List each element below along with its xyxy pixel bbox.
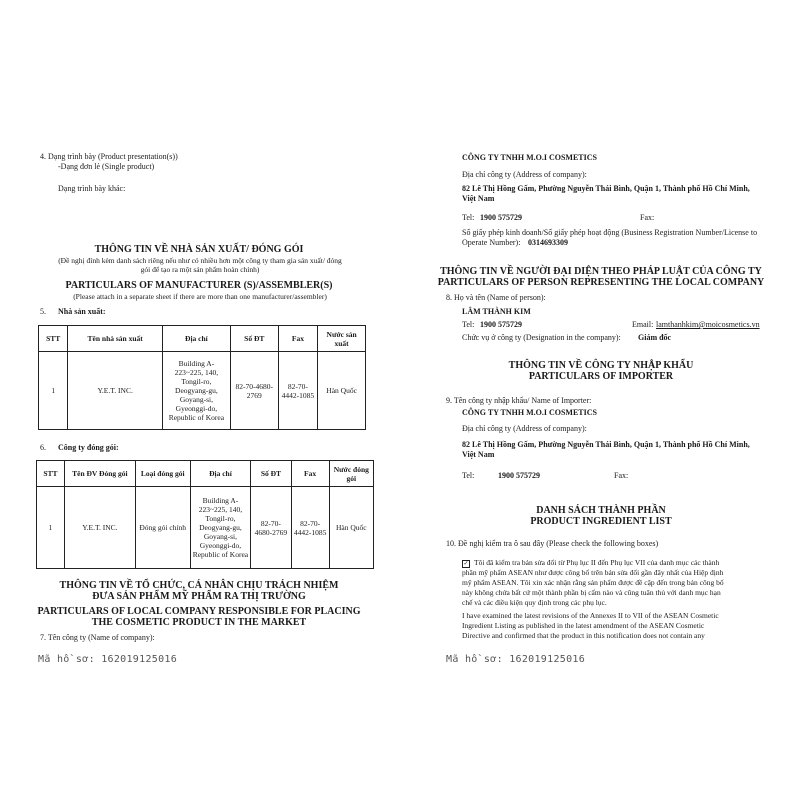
header-address: Địa chỉ [190,461,251,487]
legal-rep-title-en: PARTICULARS OF PERSON REPRESENTING THE LOCAL COMPANY [437,277,765,288]
left-document-page [0,0,398,800]
company-fax-label: Fax: [640,213,655,222]
header-packager-name: Tên ĐV Đóng gói [64,461,135,487]
importer-title-en: PARTICULARS OF IMPORTER [528,371,674,382]
file-code-left: Mã hồ sơ: 162019125016 [38,654,178,665]
cell-stt: 1 [37,487,65,569]
item4-other-presentation: Dạng trình bày khác: [58,184,126,193]
item8-label: 8. Họ và tên (Name of person): [446,293,546,302]
item7-company-name-label: 7. Tên công ty (Name of company): [40,633,155,642]
importer-address-label: Địa chỉ công ty (Address of company): [462,424,587,433]
item6-number: 6. [40,443,46,452]
cell-address: Building A-223~225, 140, Tongil-ro, Deogyang-gu, Goyang-si, Gyeonggi-do, Republic of Korea [190,487,251,569]
cell-fax: 82-70-4442-1085 [291,487,329,569]
representative-name: LÂM THÀNH KIM [462,307,531,316]
cell-stt: 1 [39,352,68,430]
company-address-line-2: Việt Nam [462,194,495,203]
manufacturer-note-vi-1: (Đề nghị đính kèm danh sách riêng nếu như có nhiều hơn một công ty tham gia sản xuất/ đóng [58,256,342,265]
header-packaging-type: Loại đóng gói [135,461,190,487]
table-row [37,487,374,569]
header-country: Nước đóng gói [329,461,373,487]
confirmation-en-line-2: Ingredient Listing as published in the latest amendment of the ASEAN Cosmetic [462,621,705,630]
license-number: 0314693309 [528,238,568,247]
header-country: Nước sản xuất [318,326,366,352]
manufacturer-note-en: (Please attach in a separate sheet if there are more than one manufacturer/assembler) [73,292,327,301]
cell-packaging-type: Đóng gói chính [135,487,190,569]
item5-title: Nhà sản xuất: [58,307,106,316]
item9-label: 9. Tên công ty nhập khẩu/ Name of Importer: [446,396,592,405]
cell-phone: 82-70-4680-2769 [251,487,291,569]
confirmation-en-line-3: Directive and confirmed that the product in this notification does not contain any [462,631,705,640]
representative-email: lamthanhkim@moicosmetics.vn [656,320,760,329]
manufacturer-note-vi-2: gói để tạo ra một sản phẩm hoàn chỉnh) [140,265,260,274]
header-stt: STT [39,326,68,352]
cell-country: Hàn Quốc [329,487,373,569]
header-stt: STT [37,461,65,487]
cell-address: Building A-223~225, 140, Tongil-ro, Deogyang-gu, Goyang-si, Gyeonggi-do, Republic of Korea [162,352,230,430]
packager-table-header [37,461,374,487]
header-address: Địa chỉ [162,326,230,352]
confirmation-vi-line-5: chế và các điều kiện quy định trong các phụ lục. [462,598,607,607]
license-line-2-label: Operate Number): [462,238,521,247]
representative-position-label: Chức vụ ở công ty (Designation in the company): [462,333,621,342]
item5-number: 5. [40,307,46,316]
importer-address-line-2: Việt Nam [462,450,495,459]
company-name: CÔNG TY TNHH M.O.I COSMETICS [462,153,597,162]
importer-company-name: CÔNG TY TNHH M.O.I COSMETICS [462,408,597,417]
importer-title-vi: THÔNG TIN VỀ CÔNG TY NHẬP KHẨU [508,360,694,371]
annex-confirmation-vi [462,558,774,608]
local-company-title-en-1: PARTICULARS OF LOCAL COMPANY RESPONSIBLE FOR PLACING [37,606,361,617]
annex-confirmation-block [462,558,774,641]
confirmation-vi-line-1: Tôi đã kiểm tra bản sửa đổi từ Phụ lục II đến Phụ lục VII của danh mục các thành [474,558,720,567]
header-fax: Fax [291,461,329,487]
manufacturer-table [38,325,366,430]
cell-manufacturer-name: Y.E.T. INC. [68,352,162,430]
legal-rep-title-vi: THÔNG TIN VỀ NGƯỜI ĐẠI DIỆN THEO PHÁP LUẬT CỦA CÔNG TY [440,266,762,277]
company-address-line-1: 82 Lê Thị Hồng Gấm, Phường Nguyễn Thái Bình, Quận 1, Thành phố Hồ Chí Minh, [462,184,750,193]
item4-single-product: -Dạng đơn lẻ (Single product) [58,162,155,171]
confirmation-en-line-1: I have examined the latest revisions of the Annexes II to VII of the ASEAN Cosmetic [462,611,719,620]
header-fax: Fax [278,326,318,352]
local-company-title-vi-2: ĐƯA SẢN PHẨM MỸ PHẨM RA THỊ TRƯỜNG [92,591,306,602]
table-row [39,352,366,430]
representative-tel: 1900 575729 [480,320,522,329]
representative-email-label: Email: [632,320,654,329]
importer-address-line-1: 82 Lê Thị Hồng Gấm, Phường Nguyễn Thái Bình, Quận 1, Thành phố Hồ Chí Minh, [462,440,750,449]
importer-tel-label: Tel: [462,471,475,480]
item10-label: 10. Đề nghị kiểm tra ô sau đây (Please check the following boxes) [446,539,659,548]
license-line-1: Số giấy phép kinh doanh/Số giấy phép hoạt động (Business Registration Number/License to [462,228,758,237]
local-company-title-en-2: THE COSMETIC PRODUCT IN THE MARKET [91,617,307,628]
cell-packager-name: Y.E.T. INC. [64,487,135,569]
annex-confirmation-en [462,611,774,641]
file-code-right: Mã hồ sơ: 162019125016 [446,654,586,665]
confirmation-checkbox[interactable]: ✓ [463,561,469,567]
header-manufacturer-name: Tên nhà sản xuất [68,326,162,352]
header-phone: Số ĐT [251,461,291,487]
importer-tel: 1900 575729 [498,471,540,480]
confirmation-vi-line-4: này không chứa bất cứ một thành phần bị cấm nào và cũng tuân thủ với danh mục hạn [462,588,721,597]
confirmation-vi-line-2: phần mỹ phẩm ASEAN như được công bố trên bản sửa đổi gần đây nhất của Hiệp định [462,568,724,577]
company-tel: 1900 575729 [480,213,522,222]
item4-label: 4. Dạng trình bày (Product presentation(s)) [40,152,178,161]
header-phone: Số ĐT [230,326,278,352]
manufacturer-section-title-en: PARTICULARS OF MANUFACTURER (S)/ASSEMBLER(S) [65,280,333,291]
cell-fax: 82-70-4442-1085 [278,352,318,430]
representative-tel-label: Tel: [462,320,475,329]
importer-fax-label: Fax: [614,471,629,480]
cell-phone: 82-70-4680-2769 [230,352,278,430]
manufacturer-section-title-vi: THÔNG TIN VỀ NHÀ SẢN XUẤT/ ĐÓNG GÓI [94,244,304,255]
confirmation-vi-line-3: mỹ phẩm ASEAN. Tôi xin xác nhận rằng sản phẩm được đề cập đến trong bản công bố [462,578,724,587]
company-tel-label: Tel: [462,213,475,222]
representative-position: Giám đốc [638,333,672,342]
manufacturer-table-header [39,326,366,352]
ingredient-title-vi: DANH SÁCH THÀNH PHẦN [536,505,666,516]
item6-title: Công ty đóng gói: [58,443,119,452]
ingredient-title-en: PRODUCT INGREDIENT LIST [530,516,672,527]
local-company-title-vi-1: THÔNG TIN VỀ TỔ CHỨC, CÁ NHÂN CHỊU TRÁCH NHIỆM [59,580,339,591]
company-address-label: Địa chỉ công ty (Address of company): [462,170,587,179]
right-document-page [402,0,800,800]
packager-table [36,460,374,569]
cell-country: Hàn Quốc [318,352,366,430]
